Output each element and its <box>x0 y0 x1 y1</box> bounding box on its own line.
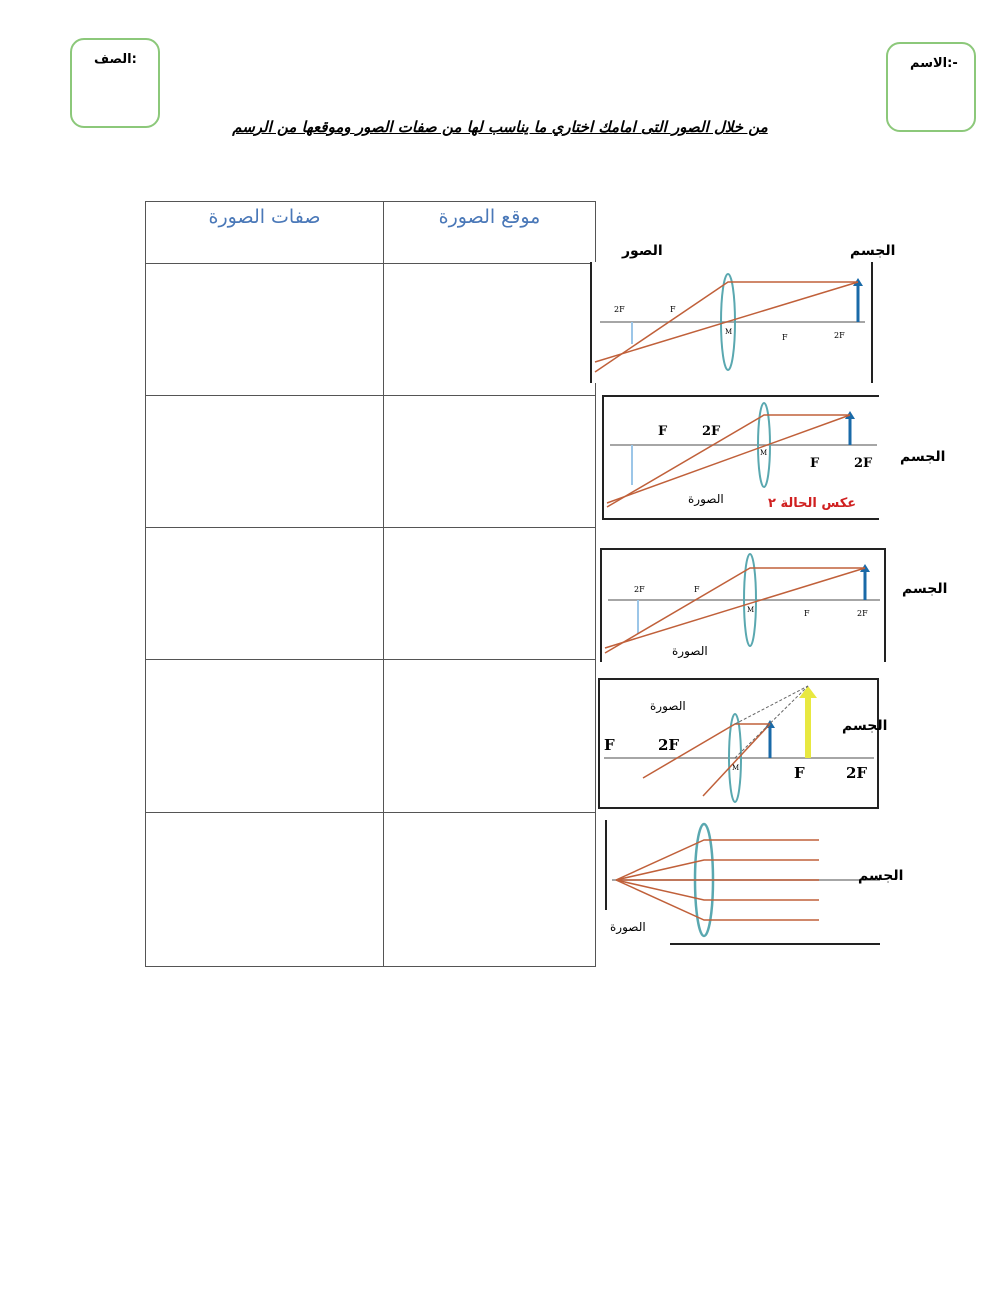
answer-cell[interactable] <box>146 396 384 528</box>
object-label: الجسم <box>842 718 888 734</box>
object-label: الجسم <box>900 449 946 465</box>
tick-label: 2F <box>834 331 845 340</box>
tick-label: 2F <box>634 585 645 594</box>
tick-label: M <box>732 764 740 772</box>
tick-label: F <box>694 585 700 594</box>
lens-diagram-4 <box>598 678 880 810</box>
tick-label: F <box>794 764 805 782</box>
lens-diagram-1 <box>590 262 875 384</box>
tick-label: M <box>747 606 755 614</box>
object-label: الجسم <box>858 868 904 884</box>
instruction-text: من خلال الصور التى امامك اختاري ما يناسب لها من صفات الصور وموقعها من الرسم <box>232 118 768 136</box>
tick-label: F <box>604 736 615 754</box>
worksheet-table <box>145 201 596 967</box>
tick-label: 2F <box>857 609 868 618</box>
answer-cell[interactable] <box>384 528 596 660</box>
name-label: الاسم:- <box>910 56 958 71</box>
tick-label: 2F <box>658 736 680 754</box>
class-label: الصف: <box>94 52 137 67</box>
answer-cell[interactable] <box>384 396 596 528</box>
tick-label: F <box>658 424 668 439</box>
answer-cell[interactable] <box>384 813 596 967</box>
answer-cell[interactable] <box>146 813 384 967</box>
tick-label: F <box>670 305 676 314</box>
image-label: الصورة <box>642 696 694 716</box>
lens-diagram-3 <box>600 548 887 663</box>
col-location-header: موقع الصورة <box>384 202 596 264</box>
object-label: الجسم <box>850 243 896 259</box>
image-label: الصور <box>622 243 663 259</box>
tick-label: 2F <box>846 764 868 782</box>
object-label: الجسم <box>902 581 948 597</box>
answer-cell[interactable] <box>384 264 596 396</box>
case-label: عكس الحالة ٢ <box>768 496 857 511</box>
tick-label: 2F <box>614 305 625 314</box>
tick-label: F <box>782 333 788 342</box>
tick-label: F <box>810 456 820 471</box>
image-label: الصورة <box>602 917 654 937</box>
tick-label: 2F <box>702 424 721 439</box>
image-label: الصورة <box>664 641 716 661</box>
answer-cell[interactable] <box>146 264 384 396</box>
class-box <box>70 38 160 128</box>
col-properties-header: صفات الصورة <box>146 202 384 264</box>
tick-label: F <box>804 609 810 618</box>
tick-label: 2F <box>854 456 873 471</box>
answer-cell[interactable] <box>146 660 384 813</box>
image-label: الصورة <box>680 489 732 509</box>
answer-cell[interactable] <box>146 528 384 660</box>
answer-cell[interactable] <box>384 660 596 813</box>
tick-label: M <box>760 449 768 457</box>
tick-label: M <box>725 328 733 336</box>
